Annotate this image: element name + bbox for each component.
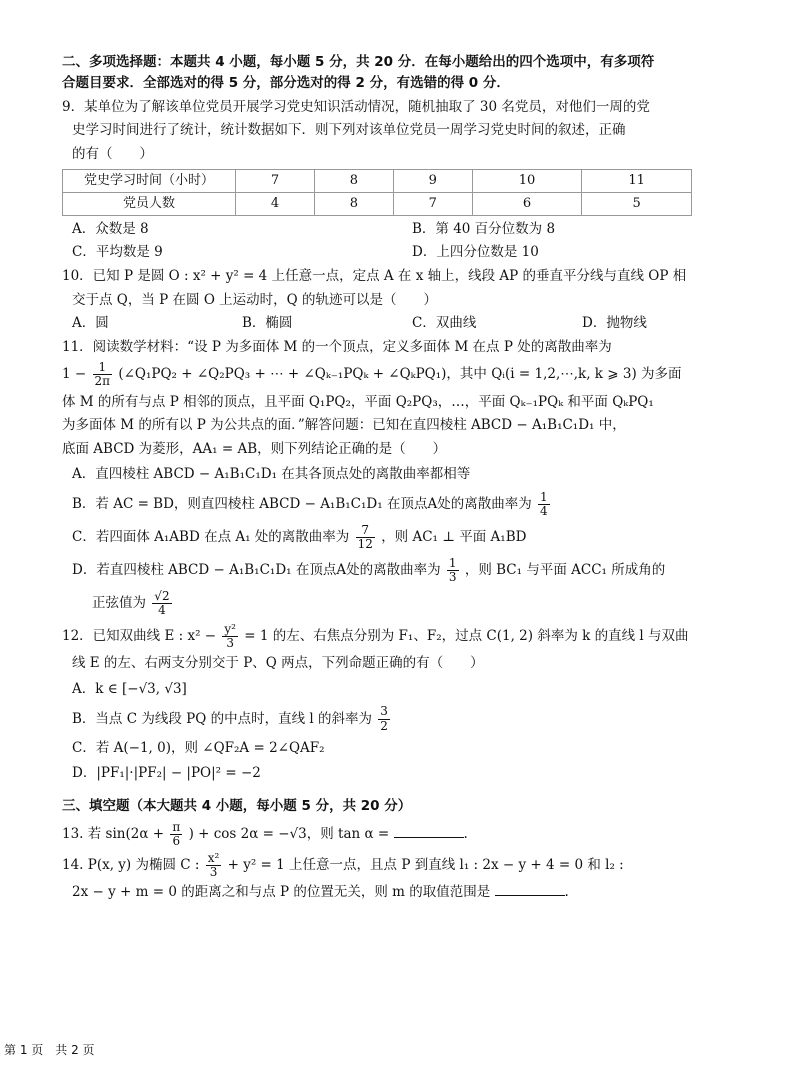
table-row-label: 党史学习时间（小时） [63,169,236,192]
section2-header-line2: 合题目要求．全部选对的得 5 分，部分选对的得 2 分，有选错的得 0 分． [62,74,510,91]
q13-answer-blank[interactable] [394,823,464,838]
table-row [63,169,692,192]
q10-option-b: B．椭圆 [242,315,293,332]
fraction-numerator: π [172,819,181,834]
q11-option-d-text: D．若直四棱柱 ABCD − A₁B₁C₁D₁ 在顶点A处的离散曲率为 [72,562,441,579]
q9-options-row2 [62,241,752,265]
q11-stem-line5: 底面 ABCD 为菱形，AA₁ = AB，则下列结论正确的是（ ） [62,440,447,457]
table-cell: 9 [393,169,472,192]
fraction-denominator: 3 [448,570,457,585]
q11-stem-line4: 为多面体 M 的所有以 P 为公共点的面．”解答问题：已知在直四棱柱 ABCD − A₁B₁C₁D₁ 中， [62,417,626,434]
section2-header [62,52,752,94]
q9-option-d: D．上四分位数是 10 [412,244,539,261]
q11-option-d-line2-fraction [152,590,171,617]
q9-stem-line3: 的有（ ） [72,146,153,163]
q11-option-c [62,522,752,553]
q14-line2-text: 2x − y + m = 0 的距离之和与点 P 的位置无关，则 m 的取值范围是 [72,883,491,900]
q10-option-d: D．抛物线 [582,315,647,332]
section3-header: 三、填空题（本大题共 4 小题，每小题 5 分，共 20 分） [62,797,412,814]
fraction-numerator: 1 [448,555,457,570]
q14-stem-line1 [62,850,752,881]
q13-fraction [170,821,182,848]
q11-formula-prefix: 1 − [62,366,87,383]
question-9 [62,96,752,265]
table-row [63,192,692,215]
q12-option-d: D．|PF₁|·|PF₂| − |PO|² = −2 [72,765,261,782]
table-cell: 8 [314,169,393,192]
q14-text-end: + y² = 1 上任意一点，且点 P 到直线 l₁ : 2x − y + 4 = 0 和 l₂ : [227,856,624,873]
q11-option-c-text-end: ，则 AC₁ ⊥ 平面 A₁BD [381,529,527,546]
fraction-denominator: 6 [172,833,181,848]
q11-option-c-text: C．若四面体 A₁ABD 在点 A₁ 处的离散曲率为 [72,529,350,546]
q12-stem-line1 [62,621,752,652]
fraction-numerator: 7 [356,524,375,538]
q11-option-b [62,489,752,520]
exam-page [62,52,752,904]
table-cell: 7 [236,169,315,192]
fraction-numerator: y² [224,622,236,637]
table-cell: 11 [582,169,692,192]
fraction-denominator: 3 [226,636,234,651]
q9-stem-line2: 史学习时间进行了统计，统计数据如下．则下列对该单位党员一周学习党史时间的叙述，正确 [72,122,626,139]
fraction-denominator: 12 [357,537,373,552]
q12-option-b [62,704,752,735]
q12-fraction [222,623,238,650]
q11-option-d-fraction [447,557,459,584]
table-cell: 7 [393,192,472,215]
table-cell: 5 [582,192,692,215]
q11-option-d [62,555,752,586]
q9-stem-line1: 9．某单位为了解该单位党员开展学习党史知识活动情况，随机抽取了 30 名党员，对他们一周的党 [62,98,650,115]
question-12 [62,621,752,786]
q14-stem-line2 [62,881,752,905]
q9-option-b: B．第 40 百分位数为 8 [412,220,556,237]
q12-stem-text: 12．已知双曲线 E : x² − [62,628,217,645]
q11-option-d-line2 [62,588,752,619]
question-14 [62,850,752,905]
question-13 [62,819,752,850]
fraction-denominator: 4 [158,603,166,618]
q11-stem-line2 [62,359,752,390]
q9-data-table [62,169,692,216]
fraction-numerator: 3 [380,704,388,719]
table-cell: 4 [236,192,315,215]
q11-option-b-fraction [538,491,550,518]
q12-stem-line2: 线 E 的左、右两支分别交于 P、Q 两点，下列命题正确的有（ ） [72,655,484,672]
section2-header-line1: 二、多项选择题：本题共 4 小题，每小题 5 分，共 20 分．在每小题给出的四个选项中，有多项符 [62,54,655,70]
q10-option-a: A．圆 [72,315,109,332]
q12-option-b-fraction [378,705,390,732]
q9-option-a: A．众数是 8 [72,220,149,237]
page-footer: 第 1 页 共 2 页 [4,1043,95,1057]
fraction-denominator: 2π [94,374,111,389]
table-cell: 8 [314,192,393,215]
fraction-denominator: 3 [209,864,218,879]
q11-stem-line3: 体 M 的所有与点 P 相邻的顶点，且平面 Q₁PQ₂，平面 Q₂PQ₃，…，平面 Qₖ₋₁PQₖ 和平面 QₖPQ₁ [62,393,654,410]
q14-fraction [206,852,222,879]
q14-text: 14. P(x, y) 为椭圆 C : [62,856,200,873]
q9-option-c: C．平均数是 9 [72,244,163,261]
fraction-denominator: 2 [380,718,388,733]
q11-option-a: A．直四棱柱 ABCD − A₁B₁C₁D₁ 在其各顶点处的离散曲率都相等 [72,466,471,483]
q10-stem-line2: 交于点 Q，当 P 在圆 O 上运动时，Q 的轨迹可以是（ ） [72,291,438,308]
q10-options [62,312,752,336]
fraction-numerator: 1 [540,489,548,504]
fraction-numerator: x² [207,850,220,865]
q12-stem-text-end: = 1 的左、右焦点分别为 F₁、F₂，过点 C(1, 2) 斜率为 k 的直线 l 与双曲 [244,628,689,645]
q14-period: . [564,883,569,900]
q11-option-d-line2-text: 正弦值为 [92,595,146,612]
q12-option-b-text: B．当点 C 为线段 PQ 的中点时，直线 l 的斜率为 [72,710,372,727]
q12-option-c: C．若 A(−1, 0)，则 ∠QF₂A = 2∠QAF₂ [72,739,325,756]
q11-formula-body: (∠Q₁PQ₂ + ∠Q₂PQ₃ + ⋯ + ∠Qₖ₋₁PQₖ + ∠QₖPQ₁)，其中 Qᵢ(i = 1,2,⋯,k, k ⩾ 3) 为多面 [118,366,682,383]
q13-period: . [463,825,468,842]
q13-text: 13. 若 sin(2α + [62,825,165,842]
q10-option-c: C．双曲线 [412,315,477,332]
question-10 [62,265,752,336]
fraction-numerator: 1 [93,361,113,375]
fraction-numerator: √2 [154,588,170,603]
q11-stem-line1: 11．阅读数学材料：“设 P 为多面体 M 的一个顶点，定义多面体 M 在点 P 处的离散曲率为 [62,338,612,355]
q10-stem-line1: 10．已知 P 是圆 O : x² + y² = 4 上任意一点，定点 A 在 x 轴上，线段 AP 的垂直平分线与直线 OP 相 [62,267,687,284]
q14-answer-blank[interactable] [495,881,565,896]
question-11 [62,336,752,619]
q11-option-c-fraction [356,524,375,551]
q11-option-b-text: B．若 AC = BD，则直四棱柱 ABCD − A₁B₁C₁D₁ 在顶点A处的离散曲率为 [72,496,532,513]
table-row-label: 党员人数 [63,192,236,215]
table-cell: 10 [472,169,582,192]
q13-text-end: ) + cos 2α = −√3，则 tan α = [188,825,390,842]
q12-option-a: A．k ∈ [−√3, √3] [72,680,187,697]
table-cell: 6 [472,192,582,215]
q9-options-row1 [62,218,752,242]
fraction-denominator: 4 [540,504,548,519]
q11-option-d-text-end: ，则 BC₁ 与平面 ACC₁ 所成角的 [464,562,666,579]
q11-fraction [93,361,113,388]
